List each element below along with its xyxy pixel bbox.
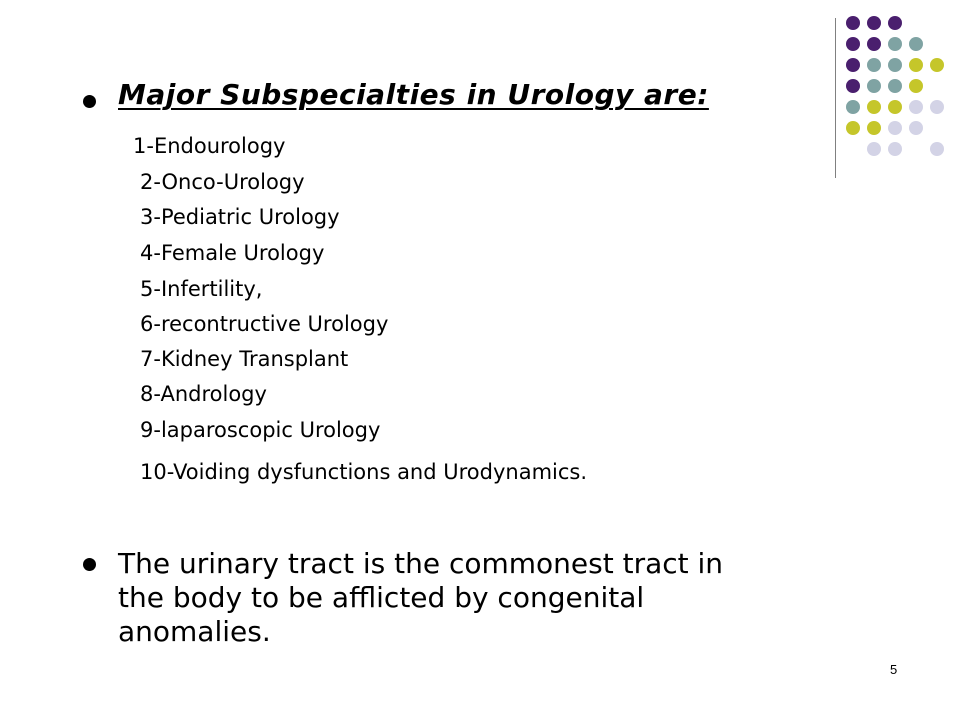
page-number: 5 xyxy=(890,662,898,677)
decorative-dot xyxy=(846,37,860,51)
decorative-dot xyxy=(930,142,944,156)
decorative-dot xyxy=(846,121,860,135)
congenital-anomalies-statement: The urinary tract is the commonest tract in the body to be afflicted by congenital anomalies. xyxy=(118,547,724,648)
decorative-dot xyxy=(867,58,881,72)
decorative-dot xyxy=(846,58,860,72)
bullet-icon xyxy=(83,95,96,108)
decorative-dot xyxy=(909,121,923,135)
decorative-dot xyxy=(846,16,860,30)
decorative-dot xyxy=(846,100,860,114)
decorative-dot xyxy=(846,79,860,93)
decorative-dot xyxy=(888,100,902,114)
subspecialty-item-9: 9-laparoscopic Urology xyxy=(140,418,381,442)
vertical-divider xyxy=(835,18,836,178)
subspecialty-item-6: 6-recontructive Urology xyxy=(140,312,389,336)
decorative-dot xyxy=(909,58,923,72)
decorative-dot xyxy=(909,100,923,114)
subspecialty-item-8: 8-Andrology xyxy=(140,382,267,406)
decorative-dot xyxy=(909,37,923,51)
decorative-dot xyxy=(867,142,881,156)
decorative-dot xyxy=(888,16,902,30)
subspecialty-item-10: 10-Voiding dysfunctions and Urodynamics. xyxy=(140,460,588,484)
subspecialty-item-4: 4-Female Urology xyxy=(140,241,325,265)
bullet-icon xyxy=(83,558,96,571)
subspecialty-item-3: 3-Pediatric Urology xyxy=(140,205,340,229)
decorative-dot xyxy=(867,16,881,30)
subspecialty-item-2: 2-Onco-Urology xyxy=(140,170,305,194)
subspecialty-item-7: 7-Kidney Transplant xyxy=(140,347,349,371)
decorative-dot xyxy=(867,121,881,135)
decorative-dot xyxy=(888,121,902,135)
decorative-dot xyxy=(888,142,902,156)
decorative-dot xyxy=(888,58,902,72)
decorative-dot xyxy=(888,37,902,51)
decorative-dot xyxy=(888,79,902,93)
decorative-dot xyxy=(930,58,944,72)
slide-heading: Major Subspecialties in Urology are: xyxy=(118,78,709,111)
subspecialty-item-1: 1-Endourology xyxy=(133,134,286,158)
decorative-dot xyxy=(909,79,923,93)
decorative-dot xyxy=(867,37,881,51)
subspecialty-item-5: 5-Infertility, xyxy=(140,277,263,301)
decorative-dot xyxy=(867,79,881,93)
decorative-dot xyxy=(867,100,881,114)
decorative-dot xyxy=(930,100,944,114)
